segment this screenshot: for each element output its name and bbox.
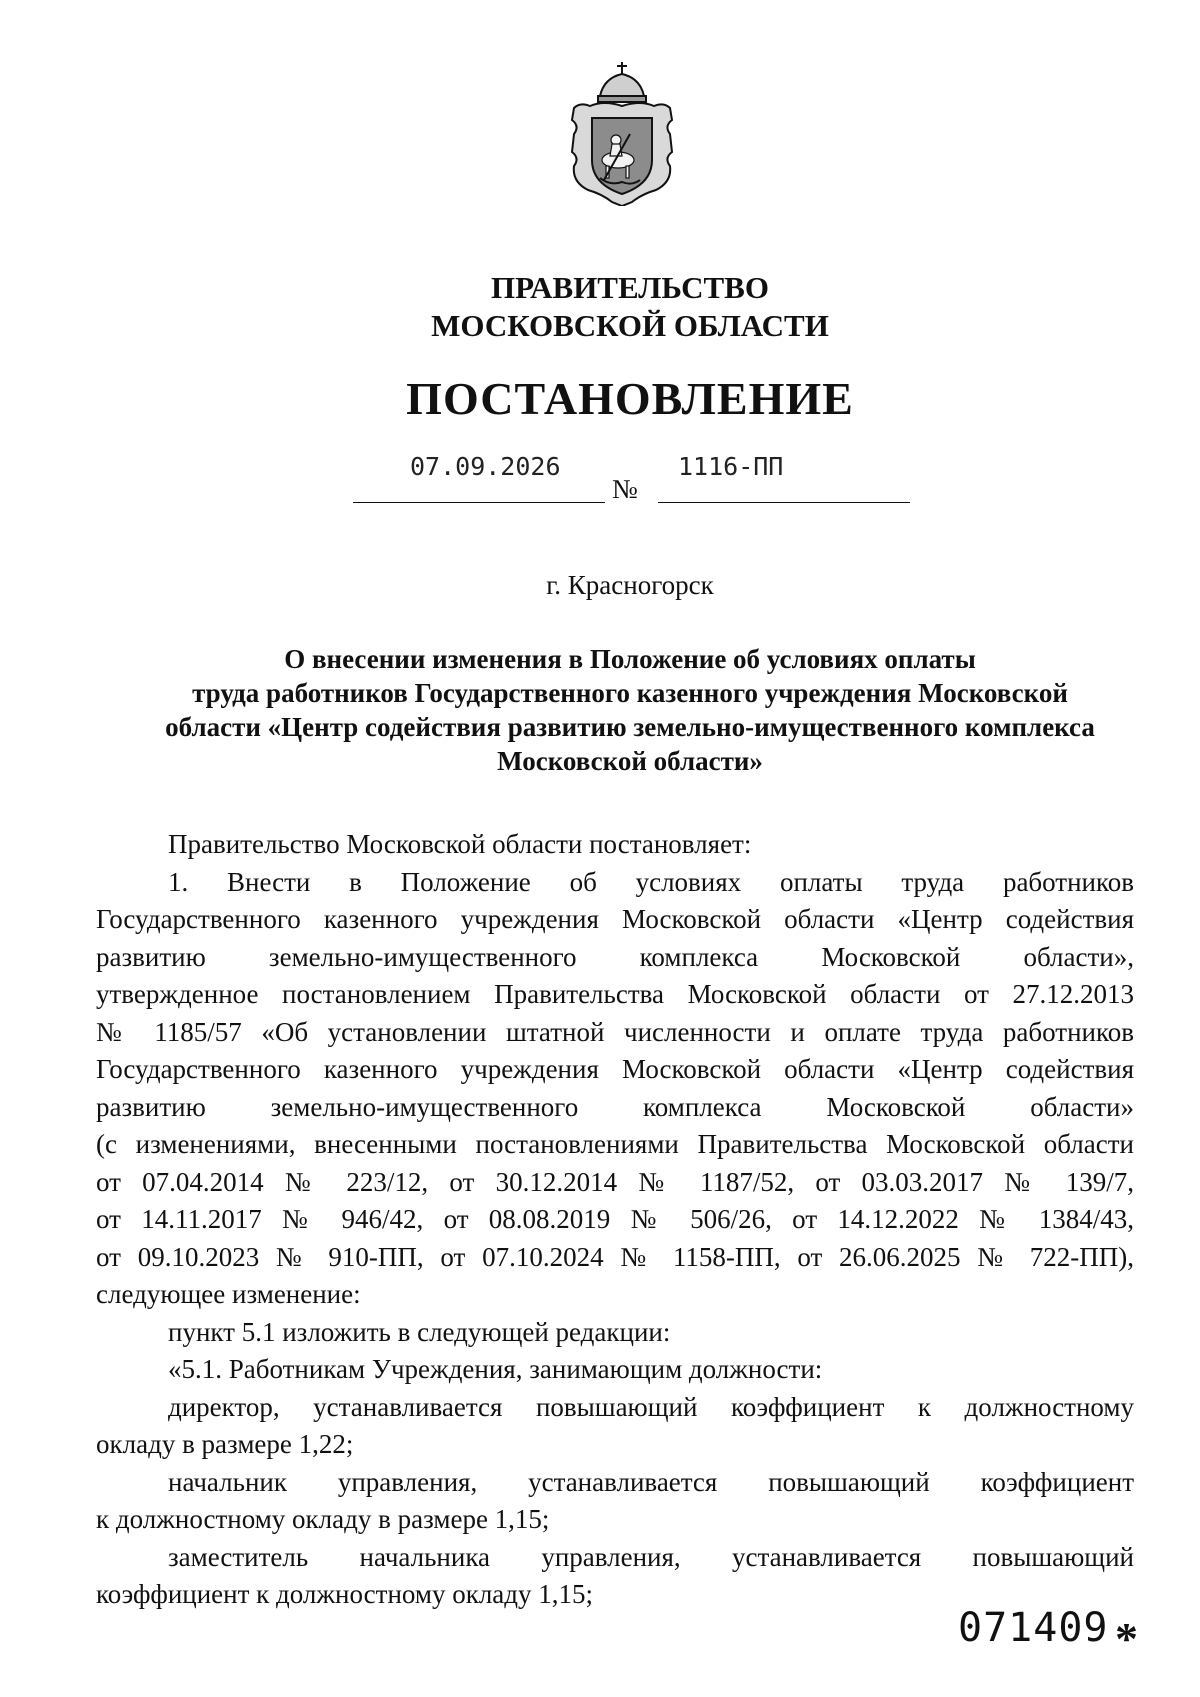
intro-paragraph: Правительство Московской области постановляет: bbox=[168, 829, 752, 859]
paragraph-line: развитию земельно-имущественного комплекса Московской области» bbox=[96, 1091, 1134, 1122]
point-intro: пункт 5.1 изложить в следующей редакции: bbox=[168, 1316, 671, 1347]
paragraph-line: следующее изменение: bbox=[96, 1279, 361, 1309]
position-item-line: начальник управления, устанавливается повышающий коэффициент bbox=[168, 1466, 1134, 1497]
coat-of-arms-icon bbox=[560, 56, 684, 206]
paragraph-line: от 09.10.2023 № 910-ПП, от 07.10.2024 № 1158-ПП, от 26.06.2025 № 722-ПП), bbox=[96, 1241, 1134, 1272]
paragraph-line: от 14.11.2017 № 946/42, от 08.08.2019 № 506/26, от 14.12.2022 № 1384/43, bbox=[96, 1204, 1134, 1234]
number-underline bbox=[658, 502, 910, 503]
document-body bbox=[96, 826, 1134, 1614]
paragraph-line: от 07.04.2014 № 223/12, от 30.12.2014 № 1187/52, от 03.03.2017 № 139/7, bbox=[96, 1166, 1134, 1197]
position-item-line: к должностному окладу в размере 1,15; bbox=[96, 1504, 550, 1534]
paragraph-line: 1. Внести в Положение об условиях оплаты труда работников bbox=[168, 866, 1134, 897]
position-item-line: окладу в размере 1,22; bbox=[96, 1429, 354, 1459]
paragraph-line: Государственного казенного учреждения Московской области «Центр содействия bbox=[96, 1054, 1134, 1084]
title-line: О внесении изменения в Положение об условиях оплаты bbox=[284, 644, 976, 674]
authority-name-line2: МОСКОВСКОЙ ОБЛАСТИ bbox=[431, 308, 829, 343]
asterisk-mark: * bbox=[1115, 1613, 1138, 1664]
paragraph-line: развитию земельно-имущественного комплекса Московской области», bbox=[96, 941, 1134, 972]
serial-number: 071409 bbox=[958, 1605, 1109, 1651]
authority-name-line1: ПРАВИТЕЛЬСТВО bbox=[491, 270, 769, 305]
number-sign: № bbox=[612, 474, 638, 504]
date-underline bbox=[353, 502, 605, 503]
paragraph-line: № 1185/57 «Об установлении штатной численности и оплате труда работников bbox=[96, 1016, 1134, 1047]
title-line: области «Центр содействия развитию земельно-имущественного комплекса bbox=[165, 712, 1095, 742]
position-item-line: директор, устанавливается повышающий коэффициент к должностному bbox=[168, 1391, 1134, 1422]
document-type-heading: ПОСТАНОВЛЕНИЕ bbox=[406, 373, 854, 424]
paragraph-line: (с изменениями, внесенными постановлениями Правительства Московской области bbox=[96, 1129, 1134, 1159]
position-item-line: коэффициент к должностному окладу 1,15; bbox=[96, 1579, 594, 1609]
document-date: 07.09.2026 bbox=[410, 452, 561, 481]
city-of-issue: г. Красногорск bbox=[546, 570, 714, 600]
position-item-line: заместитель начальника управления, устанавливается повышающий bbox=[168, 1541, 1134, 1572]
paragraph-line: утвержденное постановлением Правительства Московской области от 27.12.2013 bbox=[96, 979, 1134, 1009]
document-title bbox=[120, 642, 1140, 778]
title-line: Московской области» bbox=[497, 746, 763, 776]
document-number: 1116-ПП bbox=[678, 452, 784, 481]
paragraph-line: Государственного казенного учреждения Московской области «Центр содействия bbox=[96, 904, 1134, 934]
point-heading: «5.1. Работникам Учреждения, занимающим должности: bbox=[168, 1354, 823, 1384]
title-line: труда работников Государственного казенного учреждения Московской bbox=[192, 678, 1068, 708]
